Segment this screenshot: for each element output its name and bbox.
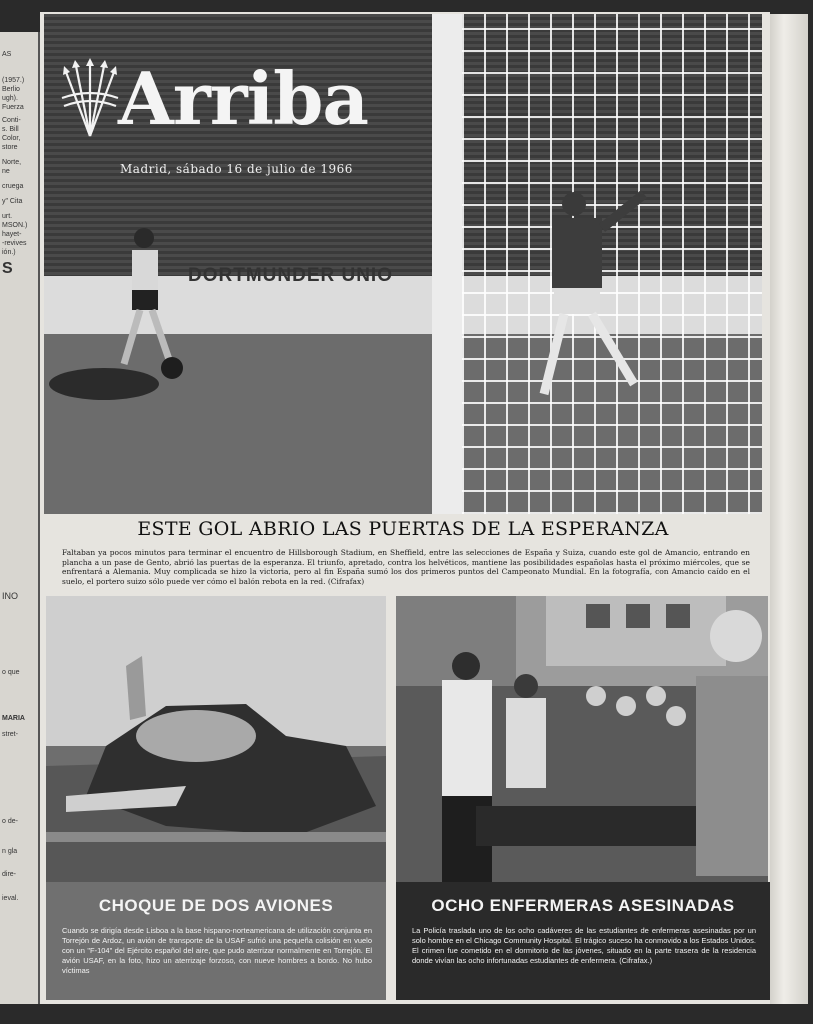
edge-fragment: Conti- (2, 117, 21, 124)
goalkeeper (504, 184, 654, 424)
edge-fragment: Fuerza (2, 104, 24, 111)
yoke-and-arrows-emblem (58, 58, 122, 138)
edge-fragment: AS (2, 51, 12, 58)
edge-fragment: MSON.) (2, 222, 28, 229)
masthead-title: Arriba (118, 56, 369, 141)
edge-fragment: cruega (2, 183, 24, 190)
plane-story-headline: CHOQUE DE DOS AVIONES (98, 896, 334, 915)
edge-fragment: ión.) (2, 249, 16, 256)
edge-fragment: INO (2, 591, 19, 601)
edge-fragment: n gla (2, 848, 18, 855)
plane-crash-photo (46, 596, 386, 882)
edge-fragment: urt. (2, 213, 13, 220)
edge-fragment: S (2, 260, 13, 277)
fallen-player (44, 344, 194, 414)
left-page-edge (0, 32, 40, 1004)
nurses-scene-photo (396, 596, 768, 882)
nurses-story-headline: OCHO ENFERMERAS ASESINADAS (431, 896, 735, 915)
masthead-date: Madrid, sábado 16 de julio de 1966 (120, 162, 353, 176)
hoarding-text: DORTMUNDER UNIO (188, 265, 393, 286)
edge-fragment: (1957.) (2, 77, 25, 84)
edge-fragment: y" Cita (2, 198, 23, 205)
nurses-story-body: La Policía traslada uno de los ocho cadáveres de las estudiantes de enfermeras asesinadas por un solo hombre en el Chicago Community Hospital. El trágico suceso ha conmovido a los Estados Unidos. El crimen fue cometido en el dormitorio de las jóvenes, situado en la parte trasera de la residencia donde vivían las ocho infortunadas estudiantes de enfermera. (Cifrafax.) (412, 926, 756, 965)
plane-story-body: Cuando se dirigía desde Lisboa a la base hispano-norteamericana de utilización conjunta en Torrejón de Ardoz, un avión de transporte de la USAF sufrió una pequeña colisión en vuelo con un "F-104" del Ejército español del aire, que pudo aterrizar normalmente en Torrejón. El avión USAF, en la foto, hizo un aterrizaje forzoso, con nueve hombres a bordo. No hubo víctimas (62, 926, 372, 975)
edge-fragment: ieval. (2, 895, 19, 902)
edge-fragment: o de- (2, 818, 18, 825)
edge-fragment: stret- (2, 731, 18, 738)
edge-fragment: ugh). (2, 95, 18, 102)
lead-headline: ESTE GOL ABRIO LAS PUERTAS DE LA ESPERANZA (137, 518, 669, 540)
edge-fragment: -revives (2, 240, 27, 247)
nurses-story-box (396, 882, 770, 1000)
edge-fragment: Berlio (2, 86, 20, 93)
goalpost (432, 14, 462, 514)
edge-fragment: ne (2, 168, 10, 175)
edge-fragment: MARIA (2, 715, 25, 722)
edge-fragment: store (2, 144, 18, 151)
edge-fragment: Norte, (2, 159, 22, 166)
edge-fragment: dire- (2, 871, 17, 878)
edge-fragment: s. Bill (2, 126, 19, 133)
edge-fragment: o que (2, 669, 20, 676)
edge-fragment: Color, (2, 135, 21, 142)
lead-caption: Faltaban ya pocos minutos para terminar el encuentro de Hillsborough Stadium, en Sheffield, entre las selecciones de España y Suiza, cuando este gol de Amancio, entrando en plancha a un pase de Gento, abrió las puertas de la esperanza. El triunfo, apretado, contra los helvéticos, mantiene las posibilidades españolas hasta el próximo miércoles, que se enfrentará a Alemania. Muy complicada se hizo la victoria, pero al fin España sumó los dos primeros puntos del Campeonato Mundial. En la fotografía, con Amancio caído en el suelo, el portero suizo sólo puede ver cómo el balón rebota en la red. (Cifrafax) (62, 548, 750, 586)
right-page-edge (768, 14, 808, 1004)
edge-fragment: hayet- (2, 231, 22, 238)
plane-story-box (46, 882, 386, 1000)
